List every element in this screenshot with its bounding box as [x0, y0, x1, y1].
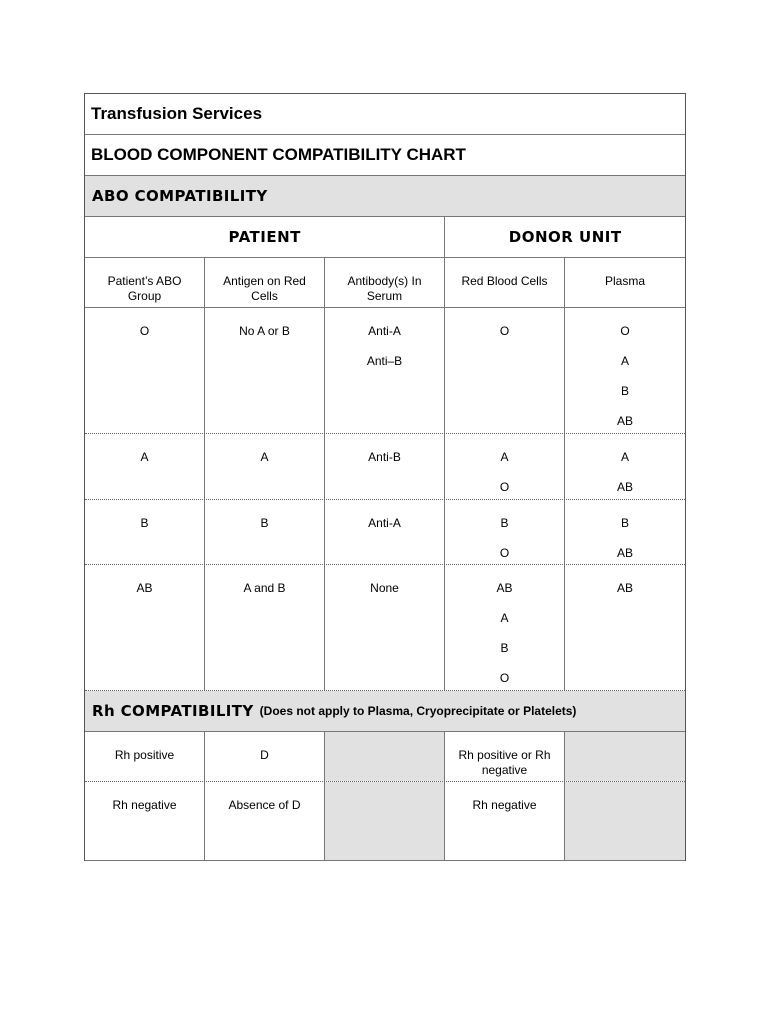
plasma-value: AB [616, 581, 633, 595]
rbc-value: B [500, 516, 509, 530]
cell-group [85, 434, 205, 499]
cell-antibodies [325, 565, 445, 690]
plasma-value: O [620, 324, 630, 338]
cell-rh-antigen: D [205, 732, 325, 781]
cell-group [85, 500, 205, 564]
cell-rh-blank [325, 732, 445, 781]
group-value: A [140, 450, 149, 464]
cell-plasma [565, 434, 685, 499]
rbc-value: O [499, 480, 510, 494]
cell-group [85, 565, 205, 690]
dept-title: Transfusion Services [91, 104, 263, 123]
abo-section-header [85, 176, 685, 217]
antigen-value: B [260, 516, 269, 530]
rbc-value: A [500, 450, 509, 464]
abo-section-title: ABO COMPATIBILITY [92, 187, 268, 205]
plasma-value: A [620, 450, 629, 464]
cell-antigen [205, 434, 325, 499]
plasma-value: B [620, 384, 629, 398]
chart-title: BLOOD COMPONENT COMPATIBILITY CHART [91, 145, 466, 164]
col-header-abo-group: Patient’s ABO Group [85, 258, 205, 307]
abo-row-a [85, 434, 685, 500]
group-header-row [85, 217, 685, 258]
cell-rbc [445, 565, 565, 690]
rbc-value: O [499, 546, 510, 560]
cell-antigen [205, 565, 325, 690]
cell-rh-antigen: Absence of D [205, 782, 325, 860]
cell-rh-rbc: Rh positive or Rh negative [445, 732, 565, 781]
antibody-value: Anti-A [368, 324, 401, 338]
cell-rh-plasma-blank [565, 782, 685, 860]
cell-rh-plasma-blank [565, 732, 685, 781]
col-header-antibody: Antibody(s) In Serum [325, 258, 445, 307]
cell-rbc [445, 434, 565, 499]
group-value: O [139, 324, 150, 338]
col-header-antigen: Antigen on Red Cells [205, 258, 325, 307]
patient-group-label: PATIENT [85, 217, 445, 257]
antigen-value: A [260, 450, 269, 464]
antigen-value: A and B [243, 581, 286, 595]
cell-antibodies [325, 434, 445, 499]
abo-row-o [85, 308, 685, 434]
column-header-row [85, 258, 685, 308]
cell-rh-blank [325, 782, 445, 860]
donor-group-label: DONOR UNIT [508, 228, 622, 246]
rbc-value: B [500, 641, 509, 655]
antibody-value: Anti-B [368, 450, 401, 464]
rbc-value: O [499, 324, 510, 338]
antigen-value: No A or B [239, 324, 290, 338]
antibody-value: Anti-A [368, 516, 401, 530]
rbc-value: A [500, 611, 509, 625]
plasma-value: A [620, 354, 629, 368]
cell-rh-patient: Rh positive [85, 732, 205, 781]
plasma-value: AB [616, 546, 633, 560]
plasma-value: AB [616, 414, 633, 428]
cell-antigen [205, 308, 325, 433]
plasma-value: AB [616, 480, 633, 494]
cell-rbc [445, 500, 565, 564]
cell-group [85, 308, 205, 433]
abo-row-b [85, 500, 685, 565]
group-value: B [140, 516, 149, 530]
rh-section-header [85, 691, 685, 732]
cell-plasma [565, 308, 685, 433]
rbc-value: O [499, 671, 510, 685]
compatibility-chart [84, 93, 686, 861]
cell-plasma [565, 565, 685, 690]
cell-plasma [565, 500, 685, 564]
rh-section-note: (Does not apply to Plasma, Cryoprecipitate or Platelets) [259, 704, 577, 718]
col-header-plasma: Plasma [604, 274, 645, 288]
abo-row-ab [85, 565, 685, 691]
cell-rh-rbc: Rh negative [445, 782, 565, 860]
cell-rh-patient: Rh negative [85, 782, 205, 860]
rh-section-title: Rh COMPATIBILITY [92, 702, 254, 720]
cell-antigen [205, 500, 325, 564]
plasma-value: B [620, 516, 629, 530]
cell-antibodies [325, 500, 445, 564]
rh-row-positive [85, 732, 685, 782]
col-header-red-cells: Red Blood Cells [445, 258, 565, 307]
antibody-value: None [370, 581, 399, 595]
dept-title-row [85, 94, 685, 135]
cell-antibodies [325, 308, 445, 433]
antibody-value: Anti–B [366, 354, 403, 368]
group-value: AB [136, 581, 153, 595]
rh-row-negative [85, 782, 685, 861]
cell-rbc [445, 308, 565, 433]
rbc-value: AB [496, 581, 513, 595]
chart-title-row [85, 135, 685, 176]
